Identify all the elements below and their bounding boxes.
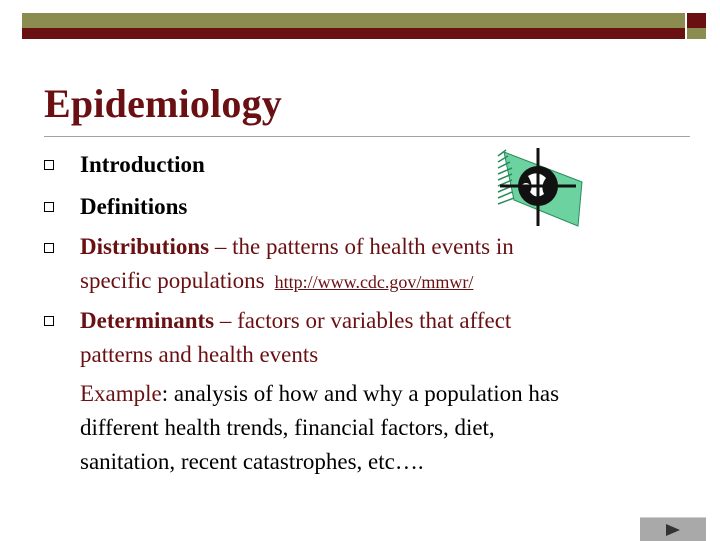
example-text-line3: sanitation, recent catastrophes, etc…. [80,449,424,474]
next-slide-button[interactable] [640,517,706,541]
bullet-description-cont: specific populations [80,268,265,293]
example-text: : analysis of how and why a population has [161,381,560,406]
bullet-description: – the patterns of health events in [209,234,514,259]
bullet-term: Definitions [80,194,188,219]
slide-title: Epidemiology [44,81,282,126]
cdc-mmwr-link[interactable]: http://www.cdc.gov/mmwr/ [274,272,474,292]
example-paragraph [80,377,559,479]
bullet-description-cont: patterns and health events [80,342,319,367]
play-next-icon [665,523,681,537]
header-corner-olive [687,28,706,39]
bullet-marker [44,243,54,253]
bullet-marker [44,160,54,170]
header-corner-maroon [687,13,706,28]
title-divider [44,136,690,137]
bullet-distributions [80,230,514,299]
bullet-marker [44,316,54,326]
globe-crosshair-icon [494,142,590,234]
bullet-term: Distributions [80,234,210,259]
bullet-description: – factors or variables that affect [214,308,512,333]
header-bar-olive [22,13,685,28]
bullet-term: Introduction [80,152,205,177]
example-label: Example [80,381,162,406]
example-text-line2: different health trends, financial factors, diet, [80,415,495,440]
bullet-determinants [80,304,511,372]
header-bar-maroon [22,28,685,39]
bullet-introduction [80,148,205,182]
bullet-definitions [80,190,187,224]
bullet-marker [44,202,54,212]
bullet-term: Determinants [80,308,215,333]
